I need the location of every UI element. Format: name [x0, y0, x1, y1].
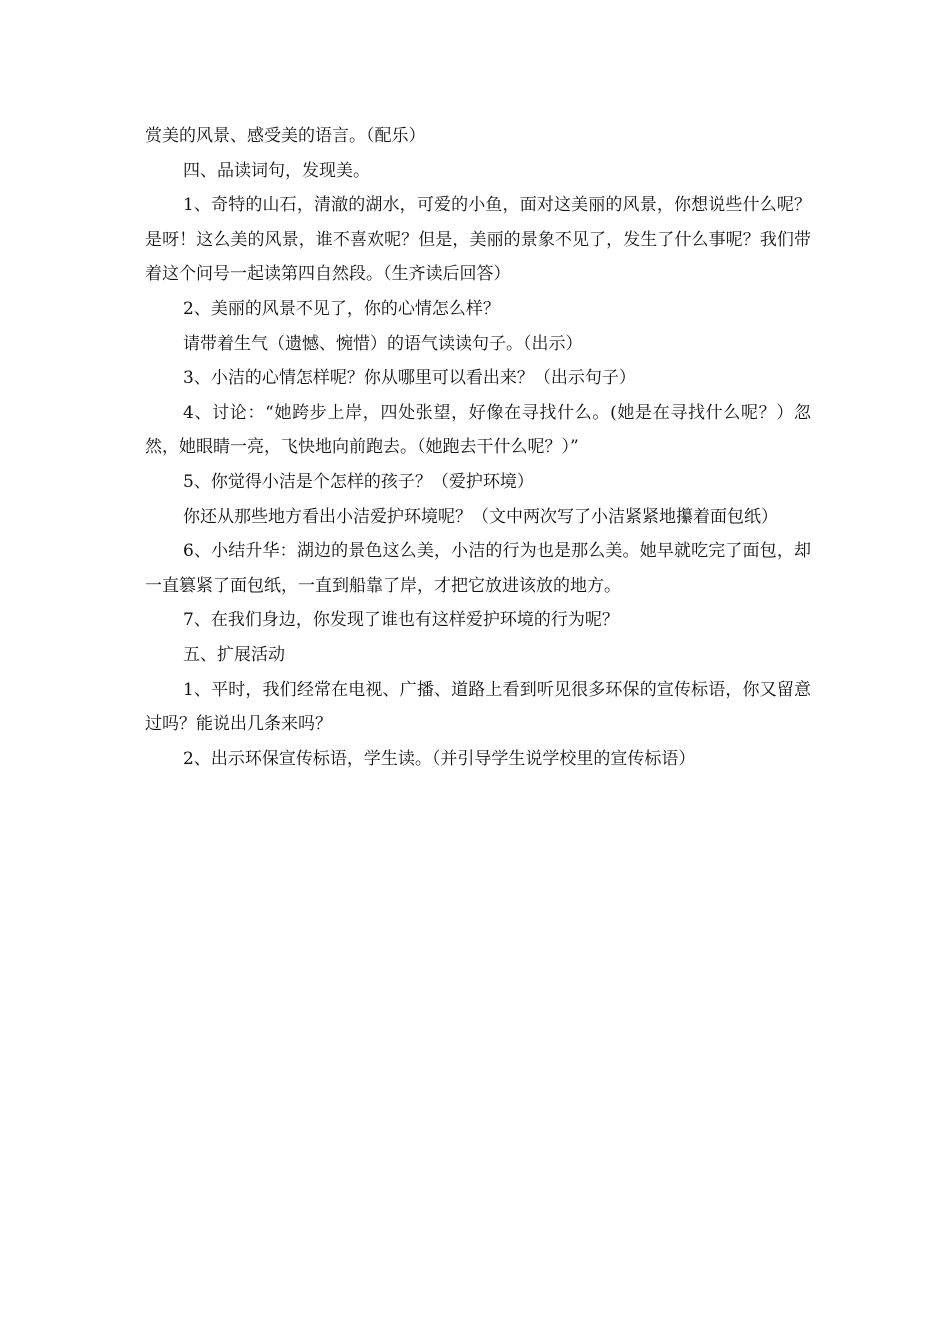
paragraph-item-4-7: 7、在我们身边，你发现了谁也有这样爱护环境的行为呢？	[183, 610, 619, 631]
paragraph-item-4-2: 2、美丽的风景不见了，你的心情怎么样？	[183, 298, 500, 319]
paragraph-item-4-5-note: 你还从那些地方看出小洁爱护环境呢？（文中两次写了小洁紧紧地攥着面包纸）	[183, 506, 778, 527]
paragraph-item-5-2: 2、出示环保宣传标语，学生读。（并引导学生说学校里的宣传标语）	[183, 748, 696, 769]
paragraph-item-4-2-note: 请带着生气（遗憾、惋惜）的语气读读句子。（出示）	[183, 333, 583, 354]
paragraph-item-4-4: 4、讨论：“她跨步上岸，四处张望，好像在寻找什么。(她是在寻找什么呢？）忽然，她眼睛一亮，飞快地向前跑去。（她跑去干什么呢？）”	[145, 402, 811, 458]
document-body	[145, 119, 811, 776]
section-heading-four: 四、品读词句，发现美。	[183, 160, 370, 181]
paragraph-item-5-1: 1、平时，我们经常在电视、广播、道路上看到听见很多环保的宣传标语，你又留意过吗？能说出几条来吗？	[145, 679, 811, 735]
section-heading-five: 五、扩展活动	[183, 644, 285, 665]
paragraph-item-4-1: 1、奇特的山石，清澈的湖水，可爱的小鱼，面对这美丽的风景，你想说些什么呢？是呀！这么美的风景，谁不喜欢呢？但是，美丽的景象不见了，发生了什么事呢？我们带着这个问号一起读第四自然段。（生齐读后回答）	[145, 195, 811, 285]
paragraph-item-4-6: 6、小结升华：湖边的景色这么美，小洁的行为也是那么美。她早就吃完了面包，却一直篡紧了面包纸，一直到船靠了岸，才把它放进该放的地方。	[145, 541, 811, 596]
paragraph-item-4-3: 3、小洁的心情怎样呢？你从哪里可以看出来？（出示句子）	[183, 368, 636, 389]
paragraph-intro-continuation: 赏美的风景、感受美的语言。（配乐）	[145, 126, 426, 146]
paragraph-item-4-5: 5、你觉得小洁是个怎样的孩子？（爱护环境）	[183, 471, 534, 492]
